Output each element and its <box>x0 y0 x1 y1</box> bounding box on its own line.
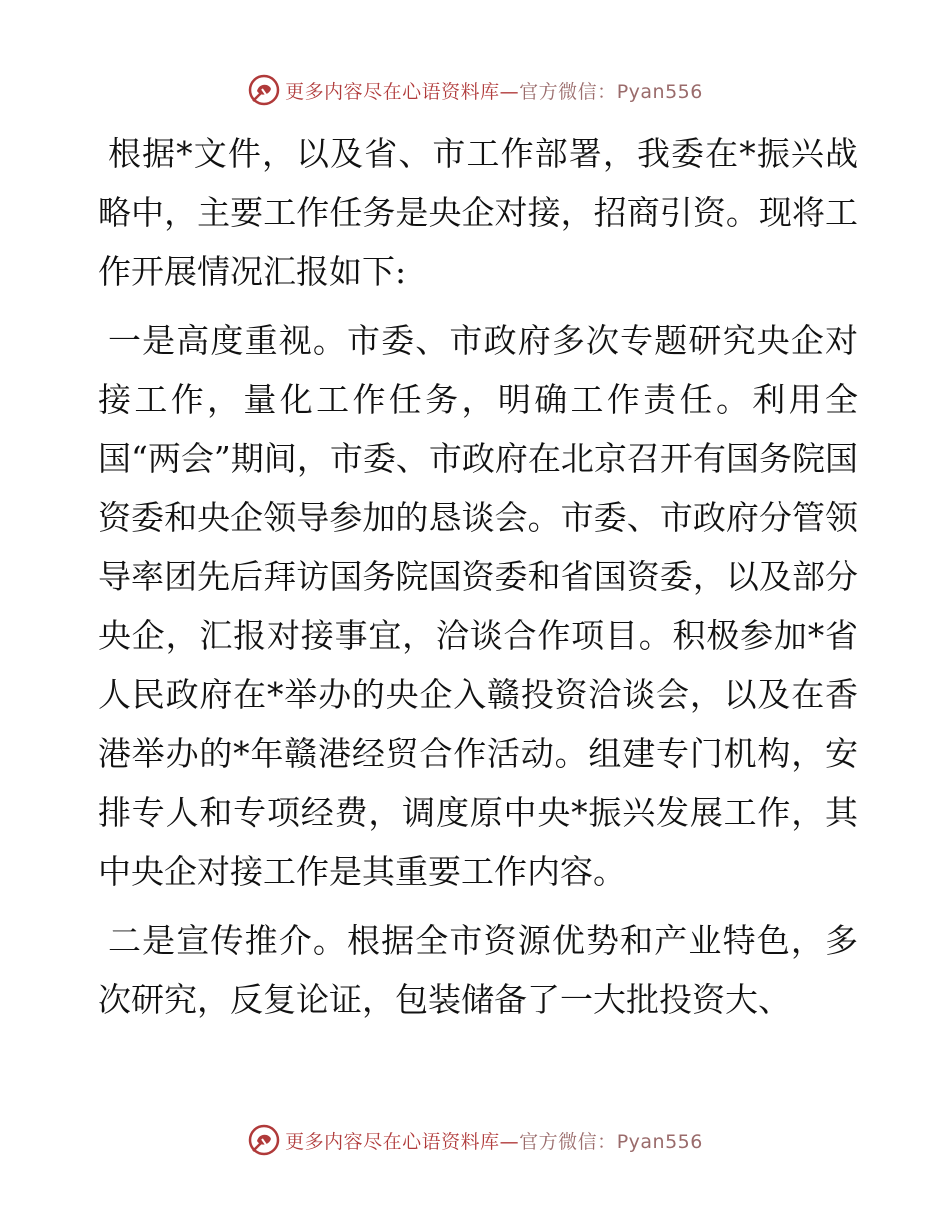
banner-wechat-label: 官方微信： <box>519 1130 617 1153</box>
rose-logo-icon <box>247 73 281 107</box>
banner-separator: — <box>499 80 520 103</box>
paragraph-point-one: 一是高度重视。市委、市政府多次专题研究央企对接工作，量化工作任务，明确工作责任。利用全国“两会”期间，市委、市政府在北京召开有国务院国资委和央企领导参加的恳谈会。市委、市政府分管领导率团先后拜访国务院国资委和省国资委，以及部分央企，汇报对接事宜，洽谈合作项目。积极参加*省人民政府在*举办的央企入赣投资洽谈会，以及在香港举办的*年赣港经贸合作活动。组建专门机构，安排专人和专项经费，调度原中央*振兴发展工作，其中央企对接工作是其重要工作内容。 <box>98 321 858 891</box>
banner-wechat-id: Pyan556 <box>616 1130 703 1153</box>
banner-wechat-id: Pyan556 <box>616 80 703 103</box>
paragraph-point-two: 二是宣传推介。根据全市资源优势和产业特色，多次研究，反复论证，包装储备了一大批投资大、 <box>98 921 858 1019</box>
footer-banner <box>0 1120 950 1160</box>
banner-separator: — <box>499 1130 520 1153</box>
banner-site-name: 更多内容尽在心语资料库 <box>285 80 500 103</box>
banner-text <box>285 1127 703 1154</box>
paragraph-intro: 根据*文件，以及省、市工作部署，我委在*振兴战略中，主要工作任务是央企对接，招商引资。现将工作开展情况汇报如下: <box>98 134 858 291</box>
banner-text <box>285 77 703 104</box>
banner-site-name: 更多内容尽在心语资料库 <box>285 1130 500 1153</box>
document-body <box>98 124 858 1039</box>
banner-wechat-label: 官方微信： <box>519 80 617 103</box>
header-banner <box>0 70 950 110</box>
rose-logo-icon <box>247 1123 281 1157</box>
